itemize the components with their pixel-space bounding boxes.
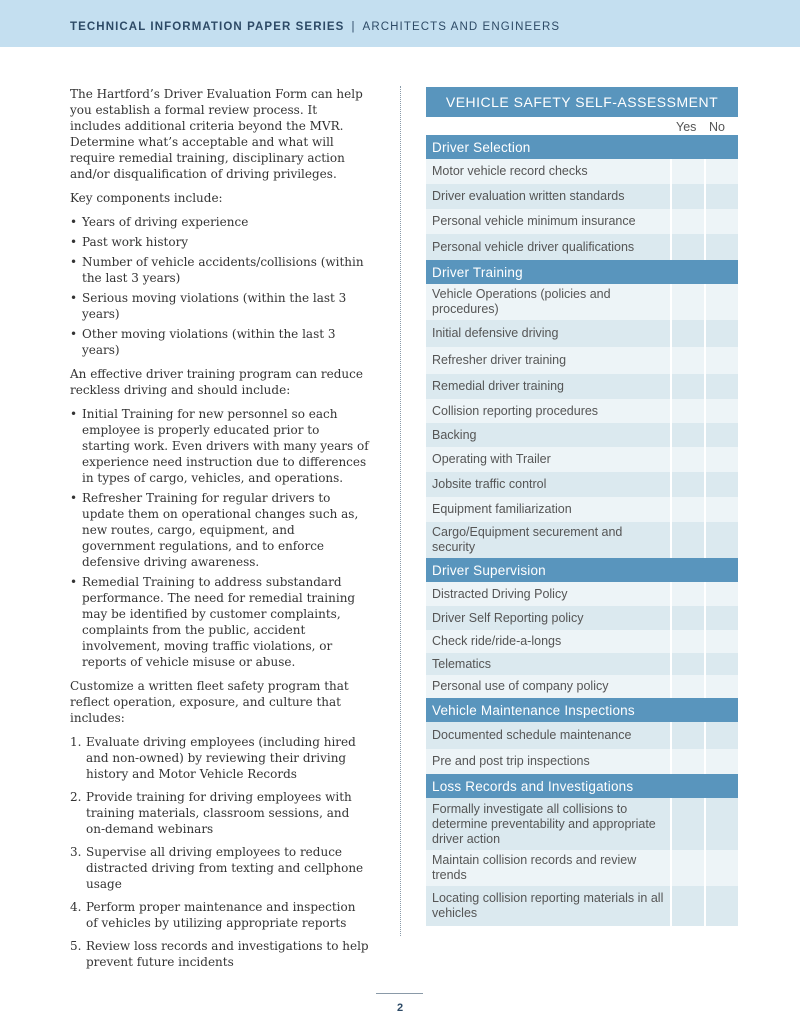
checklist-item-label: Motor vehicle record checks bbox=[426, 159, 670, 184]
checklist-item-label: Telematics bbox=[426, 653, 670, 675]
checklist-body bbox=[426, 135, 738, 926]
footer-rule bbox=[376, 993, 423, 994]
training-intro: An effective driver training program can reduce reckless driving and should include: bbox=[70, 367, 363, 397]
yes-checkbox[interactable] bbox=[672, 399, 704, 423]
yes-checkbox[interactable] bbox=[672, 606, 704, 630]
item-number: 1. bbox=[70, 735, 82, 749]
checklist-row bbox=[426, 798, 738, 850]
checklist-item-label: Cargo/Equipment securement and security bbox=[426, 522, 670, 558]
checklist-item-label: Check ride/ride-a-longs bbox=[426, 630, 670, 653]
page-number: 2 bbox=[396, 1002, 404, 1014]
list-item bbox=[70, 938, 370, 970]
checklist-row bbox=[426, 522, 738, 558]
checklist-row bbox=[426, 423, 738, 447]
yes-checkbox[interactable] bbox=[672, 320, 704, 347]
checklist-item-label: Backing bbox=[426, 423, 670, 447]
key-components-intro: Key components include: bbox=[70, 191, 223, 205]
checklist-row bbox=[426, 582, 738, 606]
program-intro: Customize a written fleet safety program that reflect operation, exposure, and culture that includes: bbox=[70, 679, 349, 725]
checklist-item-label: Driver Self Reporting policy bbox=[426, 606, 670, 630]
yes-checkbox[interactable] bbox=[672, 675, 704, 698]
no-checkbox[interactable] bbox=[706, 675, 738, 698]
checklist-item-label: Jobsite traffic control bbox=[426, 472, 670, 497]
header-text bbox=[70, 21, 560, 33]
series-title: TECHNICAL INFORMATION PAPER SERIES bbox=[70, 21, 345, 33]
checklist-section-header: Driver Training bbox=[426, 260, 738, 284]
no-checkbox[interactable] bbox=[706, 886, 738, 926]
yes-checkbox[interactable] bbox=[672, 582, 704, 606]
checklist-row bbox=[426, 184, 738, 209]
no-checkbox[interactable] bbox=[706, 630, 738, 653]
yes-checkbox[interactable] bbox=[672, 722, 704, 749]
header-separator: | bbox=[351, 21, 356, 33]
no-checkbox[interactable] bbox=[706, 234, 738, 260]
list-item bbox=[70, 844, 370, 892]
yes-checkbox[interactable] bbox=[672, 749, 704, 774]
checklist-item-label: Locating collision reporting materials in all vehicles bbox=[426, 886, 670, 926]
key-components-list bbox=[70, 214, 370, 358]
item-text: Provide training for driving employees with training materials, classroom sessions, and on-demand webinars bbox=[86, 790, 352, 836]
yes-checkbox[interactable] bbox=[672, 234, 704, 260]
yes-checkbox[interactable] bbox=[672, 886, 704, 926]
checklist-item-label: Maintain collision records and review trends bbox=[426, 850, 670, 886]
yes-no-header bbox=[426, 117, 738, 135]
checklist-row bbox=[426, 653, 738, 675]
checklist-item-label: Remedial driver training bbox=[426, 374, 670, 399]
checklist-row bbox=[426, 472, 738, 497]
checklist-row bbox=[426, 675, 738, 698]
yes-checkbox[interactable] bbox=[672, 447, 704, 472]
checklist-item-label: Pre and post trip inspections bbox=[426, 749, 670, 774]
no-checkbox[interactable] bbox=[706, 423, 738, 447]
yes-column-label: Yes bbox=[676, 120, 697, 134]
yes-checkbox[interactable] bbox=[672, 423, 704, 447]
checklist-item-label: Documented schedule maintenance bbox=[426, 722, 670, 749]
yes-checkbox[interactable] bbox=[672, 159, 704, 184]
checklist-item-label: Personal vehicle driver qualifications bbox=[426, 234, 670, 260]
checklist-title: VEHICLE SAFETY SELF-ASSESSMENT bbox=[426, 87, 738, 117]
yes-checkbox[interactable] bbox=[672, 374, 704, 399]
checklist-section-header: Loss Records and Investigations bbox=[426, 774, 738, 798]
checklist-row bbox=[426, 886, 738, 926]
checklist-row bbox=[426, 320, 738, 347]
no-checkbox[interactable] bbox=[706, 472, 738, 497]
list-item: • Past work history bbox=[70, 234, 370, 250]
checklist-item-label: Driver evaluation written standards bbox=[426, 184, 670, 209]
yes-checkbox[interactable] bbox=[672, 284, 704, 320]
no-checkbox[interactable] bbox=[706, 447, 738, 472]
checklist-row bbox=[426, 284, 738, 320]
checklist-row bbox=[426, 606, 738, 630]
no-checkbox[interactable] bbox=[706, 722, 738, 749]
no-checkbox[interactable] bbox=[706, 497, 738, 522]
list-item: • Refresher Training for regular drivers to update them on operational changes such as, new routes, cargo, equipment, and government regulations, and to enforce defensive driving awareness. bbox=[70, 490, 370, 570]
program-list bbox=[70, 734, 370, 970]
audience-label: ARCHITECTS AND ENGINEERS bbox=[362, 21, 561, 33]
checklist-row bbox=[426, 749, 738, 774]
item-number: 4. bbox=[70, 900, 82, 914]
no-checkbox[interactable] bbox=[706, 653, 738, 675]
yes-checkbox[interactable] bbox=[672, 630, 704, 653]
checklist-item-label: Distracted Driving Policy bbox=[426, 582, 670, 606]
list-item: • Number of vehicle accidents/collisions (within the last 3 years) bbox=[70, 254, 370, 286]
list-item: • Initial Training for new personnel so each employee is properly educated prior to starting work. Even drivers with many years of experience need instruction due to differences in types of cargo, vehicles, and operations. bbox=[70, 406, 370, 486]
checklist-section-header: Driver Selection bbox=[426, 135, 738, 159]
checklist-section-header: Driver Supervision bbox=[426, 558, 738, 582]
yes-checkbox[interactable] bbox=[672, 209, 704, 234]
yes-checkbox[interactable] bbox=[672, 497, 704, 522]
no-checkbox[interactable] bbox=[706, 522, 738, 558]
item-text: Review loss records and investigations to help prevent future incidents bbox=[86, 939, 369, 969]
no-checkbox[interactable] bbox=[706, 184, 738, 209]
list-item: • Years of driving experience bbox=[70, 214, 370, 230]
no-checkbox[interactable] bbox=[706, 374, 738, 399]
yes-checkbox[interactable] bbox=[672, 184, 704, 209]
list-item bbox=[70, 734, 370, 782]
page-header bbox=[0, 0, 800, 47]
no-checkbox[interactable] bbox=[706, 582, 738, 606]
checklist-row bbox=[426, 399, 738, 423]
checklist-row bbox=[426, 209, 738, 234]
checklist-row bbox=[426, 159, 738, 184]
checklist-row bbox=[426, 722, 738, 749]
no-column-label: No bbox=[709, 120, 725, 134]
no-checkbox[interactable] bbox=[706, 399, 738, 423]
checklist-row bbox=[426, 234, 738, 260]
list-item bbox=[70, 899, 370, 931]
item-number: 5. bbox=[70, 939, 82, 953]
no-checkbox[interactable] bbox=[706, 606, 738, 630]
yes-checkbox[interactable] bbox=[672, 347, 704, 374]
checklist-item-label: Vehicle Operations (policies and procedures) bbox=[426, 284, 670, 320]
checklist-item-label: Operating with Trailer bbox=[426, 447, 670, 472]
checklist-row bbox=[426, 630, 738, 653]
checklist-item-label: Personal vehicle minimum insurance bbox=[426, 209, 670, 234]
checklist-item-label: Formally investigate all collisions to determine preventability and appropriate driver action bbox=[426, 798, 670, 850]
yes-checkbox[interactable] bbox=[672, 850, 704, 886]
no-checkbox[interactable] bbox=[706, 347, 738, 374]
yes-checkbox[interactable] bbox=[672, 522, 704, 558]
item-number: 2. bbox=[70, 790, 82, 804]
no-checkbox[interactable] bbox=[706, 749, 738, 774]
self-assessment-checklist bbox=[426, 87, 738, 926]
checklist-item-label: Initial defensive driving bbox=[426, 320, 670, 347]
list-item: • Remedial Training to address substandard performance. The need for remedial training may be identified by customer complaints, complaints from the public, accident involvement, moving traffic violations, or reports of vehicle misuse or abuse. bbox=[70, 574, 370, 670]
checklist-section-header: Vehicle Maintenance Inspections bbox=[426, 698, 738, 722]
item-text: Perform proper maintenance and inspection of vehicles by utilizing appropriate reports bbox=[86, 900, 356, 930]
no-checkbox[interactable] bbox=[706, 159, 738, 184]
no-checkbox[interactable] bbox=[706, 798, 738, 850]
training-list bbox=[70, 406, 370, 670]
yes-checkbox[interactable] bbox=[672, 472, 704, 497]
left-column bbox=[70, 86, 370, 977]
item-text: Evaluate driving employees (including hired and non-owned) by reviewing their driving history and Motor Vehicle Records bbox=[86, 735, 356, 781]
no-checkbox[interactable] bbox=[706, 320, 738, 347]
yes-checkbox[interactable] bbox=[672, 653, 704, 675]
list-item: • Serious moving violations (within the last 3 years) bbox=[70, 290, 370, 322]
yes-checkbox[interactable] bbox=[672, 798, 704, 850]
column-divider bbox=[400, 86, 401, 936]
item-number: 3. bbox=[70, 845, 82, 859]
checklist-row bbox=[426, 447, 738, 472]
checklist-item-label: Personal use of company policy bbox=[426, 675, 670, 698]
no-checkbox[interactable] bbox=[706, 209, 738, 234]
checklist-item-label: Collision reporting procedures bbox=[426, 399, 670, 423]
no-checkbox[interactable] bbox=[706, 850, 738, 886]
item-text: Supervise all driving employees to reduce distracted driving from texting and cellphone usage bbox=[86, 845, 364, 891]
checklist-row bbox=[426, 497, 738, 522]
checklist-row bbox=[426, 347, 738, 374]
list-item: • Other moving violations (within the last 3 years) bbox=[70, 326, 370, 358]
no-checkbox[interactable] bbox=[706, 284, 738, 320]
checklist-item-label: Equipment familiarization bbox=[426, 497, 670, 522]
checklist-row bbox=[426, 374, 738, 399]
list-item bbox=[70, 789, 370, 837]
checklist-item-label: Refresher driver training bbox=[426, 347, 670, 374]
intro-paragraph: The Hartford’s Driver Evaluation Form can help you establish a formal review process. It includes additional criteria beyond the MVR. Determine what’s acceptable and what will require remedial training, disciplinary action and/or disqualification of driving privileges. bbox=[70, 87, 363, 181]
checklist-row bbox=[426, 850, 738, 886]
